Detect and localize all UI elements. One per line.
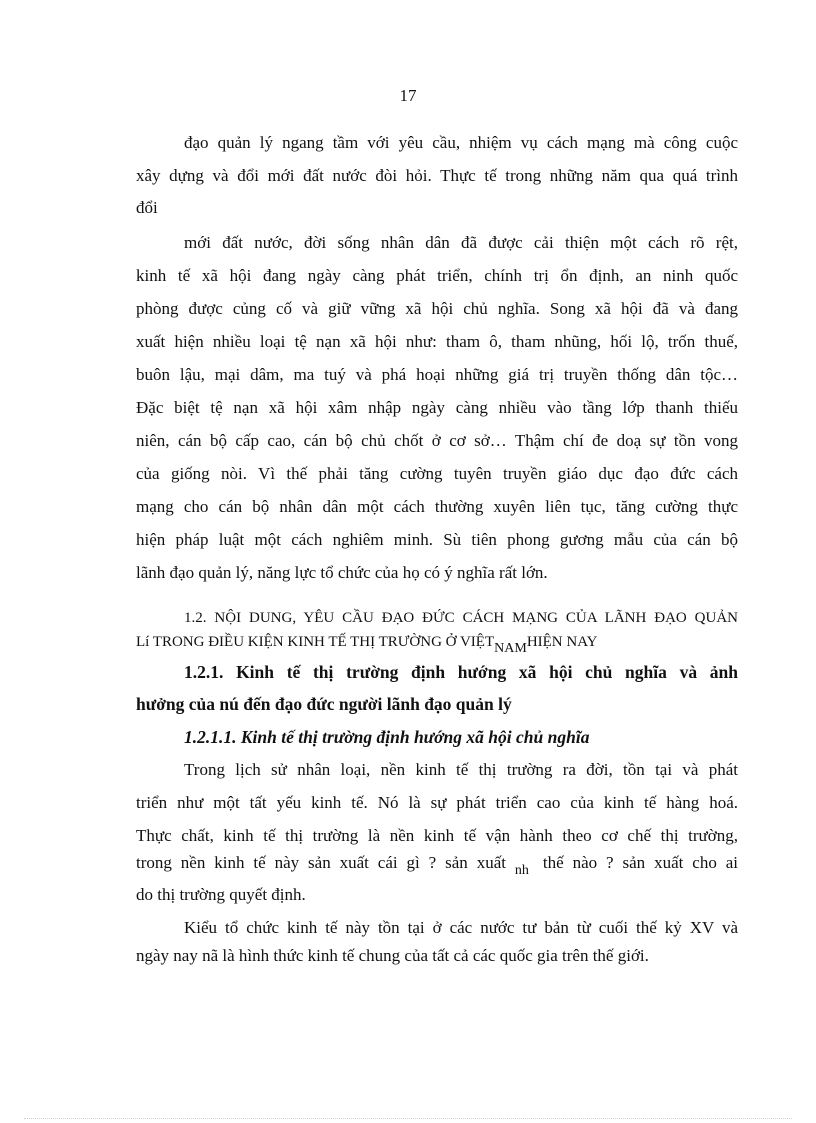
paragraph-line: mạng cho cán bộ nhân dân một cách thường xuyên liên tục, tăng cường thực xyxy=(136,497,738,516)
paragraph-line xyxy=(136,853,738,878)
paragraph-line: Đặc biệt tệ nạn xã hội xâm nhập ngày càng nhiều vào tầng lớp thanh thiếu xyxy=(136,398,738,417)
paragraph-line: đạo quản lý ngang tầm với yêu cầu, nhiệm vụ cách mạng mà công cuộc xyxy=(184,133,738,152)
section-heading-1-2-1-1: 1.2.1.1. Kinh tế thị trường định hướng xã hội chủ nghĩa xyxy=(184,727,590,747)
paragraph-line: triển như một tất yếu kinh tế. Nó là sự phát triển cao của kinh tế hàng hoá. xyxy=(136,793,738,812)
heading-text: Lí TRONG ĐIỀU KIỆN KINH TẾ THỊ TRƯỜNG Ở VIỆT xyxy=(136,634,495,650)
paragraph-line: Kiểu tổ chức kinh tế này tồn tại ở các nước tư bản từ cuối thế kỷ XV và xyxy=(184,918,738,937)
page-number: 17 xyxy=(399,86,417,105)
paragraph-line: Thực chất, kinh tế thị trường là nền kinh tế vận hành theo cơ chế thị trường, xyxy=(136,826,738,845)
section-heading-1-2: 1.2. NỘI DUNG, YÊU CẦU ĐẠO ĐỨC CÁCH MẠNG CỦA LÃNH ĐẠO QUẢN xyxy=(184,610,738,626)
paragraph-line: kinh tế xã hội đang ngày càng phát triển, chính trị ổn định, an ninh quốc xyxy=(136,266,738,285)
paragraph-line: đổi xyxy=(136,198,158,217)
heading-subscript: NAM xyxy=(494,641,527,656)
paragraph-line: hiện pháp luật một cách nghiêm minh. Sù tiên phong gương mẫu của cán bộ xyxy=(136,530,738,549)
paragraph-line: niên, cán bộ cấp cao, cán bộ chủ chốt ở cơ sở… Thậm chí đe doạ sự tồn vong xyxy=(136,431,738,450)
section-heading-1-2-1-cont: hưởng của nú đến đạo đức người lãnh đạo quản lý xyxy=(136,694,512,714)
section-heading-1-2-cont xyxy=(136,634,598,656)
section-heading-1-2-1: 1.2.1. Kinh tế thị trường định hướng xã hội chủ nghĩa và ảnh xyxy=(184,662,738,682)
heading-text: HIỆN NAY xyxy=(526,634,598,650)
paragraph-line: phòng được củng cố và giữ vững xã hội chủ nghĩa. Song xã hội đã và đang xyxy=(136,299,738,318)
paragraph-line: do thị trường quyết định. xyxy=(136,885,306,904)
paragraph-line: Trong lịch sử nhân loại, nền kinh tế thị trường ra đời, tồn tại và phát xyxy=(184,760,738,779)
line-text: trong nền kinh tế này sản xuất cái gì ? sản xuất xyxy=(136,853,506,872)
line-subscript: nh xyxy=(514,863,529,878)
page-bottom-rule xyxy=(24,1118,792,1119)
paragraph-line: lãnh đạo quản lý, năng lực tổ chức của họ có ý nghĩa rất lớn. xyxy=(136,563,548,582)
paragraph-line: xuất hiện nhiều loại tệ nạn xã hội như: tham ô, tham nhũng, hối lộ, trốn thuế, xyxy=(136,332,738,351)
paragraph-line: buôn lậu, mại dâm, ma tuý và phá hoại những giá trị truyền thống dân tộc… xyxy=(136,365,738,384)
line-text: thế nào ? sản xuất cho ai xyxy=(542,853,738,872)
paragraph-line: xây dựng và đổi mới đất nước đòi hỏi. Thực tế trong những năm qua quá trình xyxy=(136,166,738,185)
paragraph-line: ngày nay nã là hình thức kinh tế chung của tất cả các quốc gia trên thế giới. xyxy=(136,946,649,965)
paragraph-line: mới đất nước, đời sống nhân dân đã được cải thiện một cách rõ rệt, xyxy=(184,233,738,252)
paragraph-line: của giống nòi. Vì thế phải tăng cường tuyên truyền giáo dục đạo đức cách xyxy=(136,464,738,483)
